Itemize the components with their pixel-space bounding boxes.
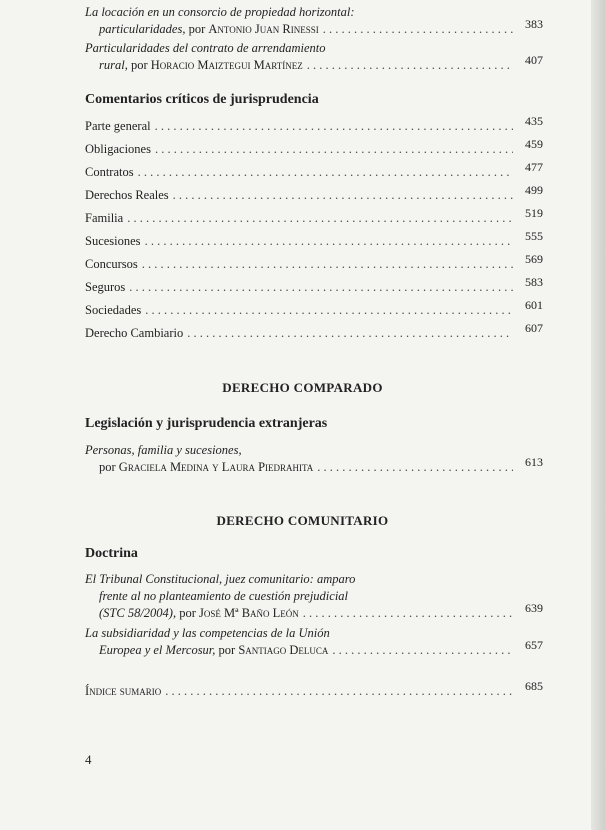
entry-label: Obligaciones (85, 142, 151, 156)
entry-label: Sucesiones (85, 234, 141, 248)
leader-dots (173, 187, 513, 204)
entry-author: Santiago Deluca (238, 643, 329, 657)
entry-title-line: (STC 58/2004), (99, 606, 177, 620)
section-heading: Comentarios críticos de jurisprudencia (85, 92, 319, 107)
toc-simple-entry (85, 206, 543, 227)
entry-page: 435 (525, 114, 543, 128)
leader-dots (129, 279, 513, 296)
entry-label: Contratos (85, 165, 134, 179)
entry-title-line: particularidades, (99, 22, 186, 36)
toc-simple-entry (85, 229, 543, 250)
entry-title-line: Europea y el Mercosur, (99, 643, 216, 657)
entry-page: 607 (525, 321, 543, 335)
leader-dots (145, 233, 513, 250)
entry-by: por (99, 460, 119, 474)
entry-by: por (215, 643, 239, 657)
entry-page: 383 (525, 17, 543, 31)
entry-label: Derecho Cambiario (85, 326, 184, 340)
section-heading: Doctrina (85, 546, 138, 561)
leader-dots (127, 210, 513, 227)
section-heading: Legislación y jurisprudencia extranjeras (85, 416, 328, 431)
entry-page: 407 (525, 53, 543, 67)
toc-simple-entry (85, 114, 543, 135)
entry-by: por (127, 58, 151, 72)
toc-entry (85, 4, 543, 38)
entry-page: 613 (525, 455, 543, 469)
entry-page: 519 (525, 206, 543, 220)
entry-label: Seguros (85, 280, 126, 294)
entry-author: Horacio Maiztegui Martínez (150, 58, 303, 72)
entry-page: 601 (525, 298, 543, 312)
leader-dots (307, 57, 513, 74)
entry-page: 477 (525, 160, 543, 174)
part-title: DERECHO COMPARADO (222, 380, 383, 395)
leader-dots (187, 325, 513, 342)
leader-dots (145, 302, 513, 319)
leader-dots (155, 141, 513, 158)
entry-title-line: El Tribunal Constitucional, juez comunitario: amparo (85, 572, 356, 586)
toc-simple-entry (85, 679, 543, 700)
toc-entry (85, 40, 543, 74)
entry-title-line: Particularidades del contrato de arrendamiento (85, 41, 326, 55)
entry-page: 459 (525, 137, 543, 151)
entry-title-line: frente al no planteamiento de cuestión prejudicial (99, 589, 349, 603)
toc-simple-entry (85, 183, 543, 204)
entry-label: Índice sumario (85, 684, 162, 698)
leader-dots (138, 164, 513, 181)
entry-label: Derechos Reales (85, 188, 169, 202)
toc-simple-entry (85, 321, 543, 342)
toc-simple-entry (85, 275, 543, 296)
toc-simple-entry (85, 298, 543, 319)
leader-dots (155, 118, 513, 135)
entry-page: 555 (525, 229, 543, 243)
leader-dots (323, 21, 513, 38)
part-title: DERECHO COMUNITARIO (216, 513, 389, 528)
entry-label: Concursos (85, 257, 138, 271)
toc-entry (85, 625, 543, 659)
entry-page: 583 (525, 275, 543, 289)
page-number: 4 (85, 752, 92, 767)
toc-entry (85, 571, 543, 622)
toc-entry (85, 442, 543, 476)
entry-page: 499 (525, 183, 543, 197)
entry-title-line: La locación en un consorcio de propiedad horizontal: (85, 5, 355, 19)
toc-simple-entry (85, 252, 543, 273)
leader-dots (142, 256, 513, 273)
entry-author: Graciela Medina y Laura Piedrahita (118, 460, 314, 474)
entry-author: José Mª Baño León (199, 606, 299, 620)
page-edge-shadow (591, 0, 605, 830)
entry-by: por (185, 22, 209, 36)
entry-by: por (176, 606, 200, 620)
entry-title-line: La subsidiaridad y las competencias de la Unión (85, 626, 330, 640)
leader-dots (303, 605, 513, 622)
entry-label: Parte general (85, 119, 151, 133)
entry-label: Sociedades (85, 303, 142, 317)
entry-page: 685 (525, 679, 543, 693)
toc-simple-entry (85, 160, 543, 181)
entry-title-line: rural, (99, 58, 128, 72)
leader-dots (165, 683, 513, 700)
entry-title-line: Personas, familia y sucesiones, (85, 443, 242, 457)
leader-dots (317, 459, 513, 476)
entry-page: 639 (525, 601, 543, 615)
entry-label: Familia (85, 211, 124, 225)
entry-page: 657 (525, 638, 543, 652)
entry-author: Antonio Juan Rinessi (208, 22, 319, 36)
entry-page: 569 (525, 252, 543, 266)
toc-simple-entry (85, 137, 543, 158)
leader-dots (332, 642, 513, 659)
